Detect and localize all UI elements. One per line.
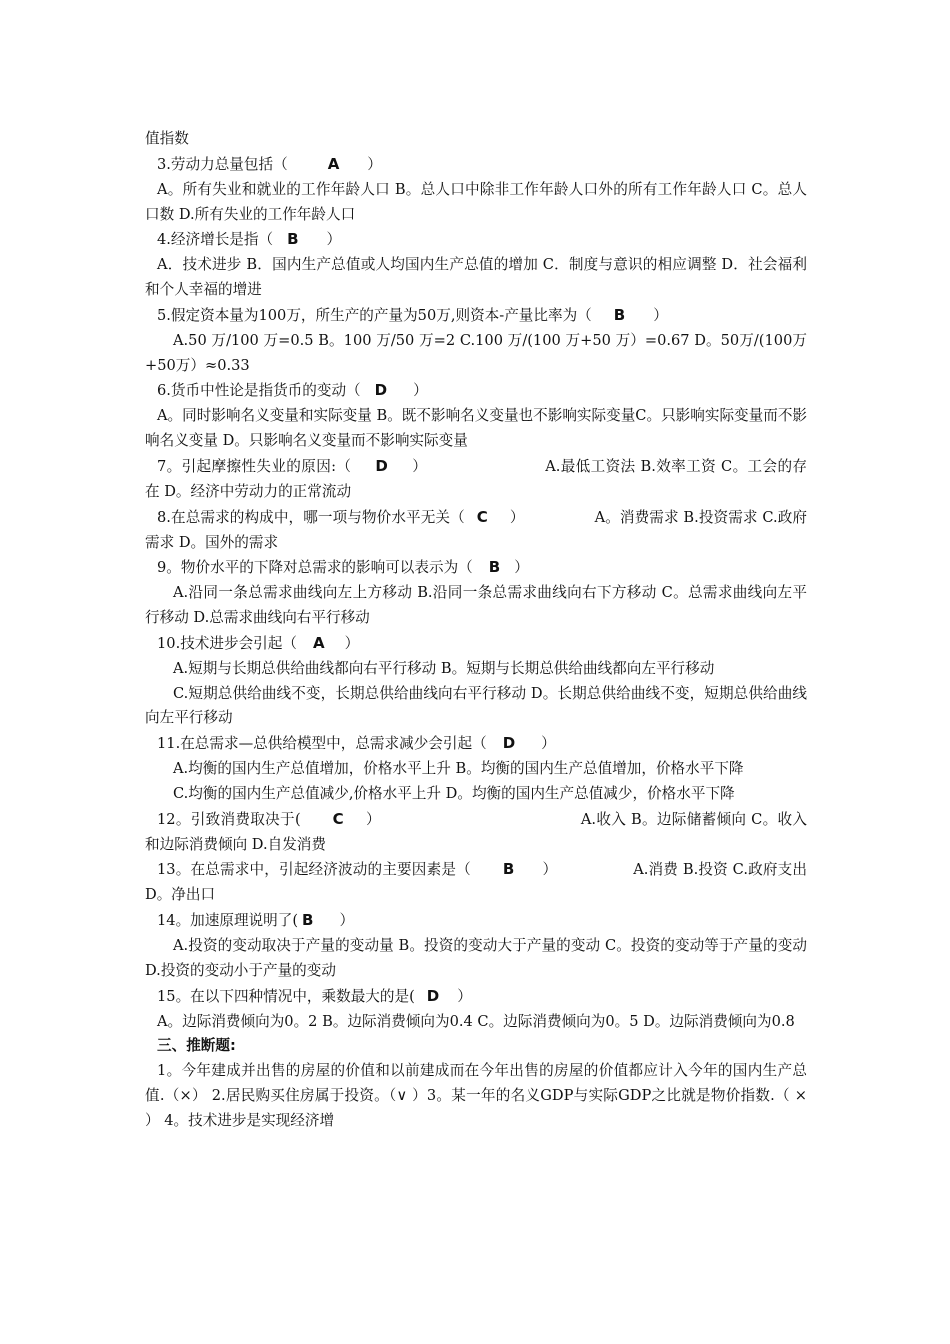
question-3-options: A。所有失业和就业的工作年龄人口 B。总人口中除非工作年龄人口外的所有工作年龄人口 C。总人口数 D.所有失业的工作年龄人口: [145, 180, 807, 223]
question-8: 8.在总需求的构成中，哪一项与物价水平无关（ C ） A。消费需求 B.投资需求 C.政府需求 D。国外的需求: [145, 507, 807, 551]
text-line: 值指数: [145, 130, 189, 147]
question-12-options: A.收入 B。边际储蓄倾向 C。收入和边际消费倾向 D.自发消费: [145, 810, 807, 853]
question-15: 15。在以下四种情况中，乘数最大的是( D ）: [157, 986, 472, 1005]
answer-6: D: [374, 381, 388, 400]
question-11-options-ab: A.均衡的国内生产总值增加，价格水平上升 B。均衡的国内生产总值增加，价格水平下降: [173, 760, 744, 778]
question-12: 12。引致消费取决于( C ） A.收入 B。边际储蓄倾向 C。收入和边际消费倾向 D.自发消费: [145, 809, 807, 853]
question-11-options-cd: C.均衡的国内生产总值减少,价格水平上升 D。均衡的国内生产总值减少，价格水平下降: [173, 784, 735, 802]
answer-3: A: [327, 154, 340, 173]
question-6: 6.货币中性论是指货币的变动（ D ）: [157, 381, 428, 400]
question-3: 3.劳动力总量包括（ A ）: [157, 154, 382, 173]
answer-11: D: [502, 734, 516, 753]
answer-14: B: [302, 911, 314, 930]
question-7-options: A.最低工资法 B.效率工资 C。工会的存在 D。经济中劳动力的正常流动: [145, 457, 807, 500]
answer-9: B: [488, 558, 501, 577]
question-5-options: A.50 万/100 万=0.5 B。100 万/50 万=2 C.100 万/(100 万+50 万）=0.67 D。50万/(100万+50万）≈0.33: [145, 331, 807, 374]
question-15-options: A。边际消费倾向为0。2 B。边际消费倾向为0.4 C。边际消费倾向为0。5 D。边际消费倾向为0.8: [157, 1012, 795, 1030]
question-6-options: A。同时影响名义变量和实际变量 B。既不影响名义变量也不影响实际变量C。只影响实际变量而不影响名义变量 D。只影响名义变量而不影响实际变量: [145, 407, 808, 450]
question-4: 4.经济增长是指（ B ）: [157, 230, 342, 249]
answer-7: D: [375, 456, 388, 475]
answer-13: B: [502, 860, 515, 879]
question-4-options: A．技术进步 B．国内生产总值或人均国内生产总值的增加 C．制度与意识的相应调整 D．社会福利和个人幸福的增进: [145, 256, 807, 299]
question-14-options: A.投资的变动取决于产量的变动量 B。投资的变动大于产量的变动 C。投资的变动等于产量的变动 D.投资的变动小于产量的变动: [145, 937, 807, 979]
question-10-options-cd: C.短期总供给曲线不变，长期总供给曲线向右平行移动 D。长期总供给曲线不变，短期总供给曲线向左平行移动: [145, 684, 807, 727]
answer-12: C: [332, 809, 344, 828]
question-13: 13。在总需求中，引起经济波动的主要因素是（ B ） A.消费 B.投资 C.政府支出 D。净出口: [145, 860, 807, 904]
question-10: 10.技术进步会引起（ A ）: [157, 633, 360, 652]
question-7: 7。引起摩擦性失业的原因:（ D ） A.最低工资法 B.效率工资 C。工会的存在 D。经济中劳动力的正常流动: [145, 456, 807, 500]
question-10-options-ab: A.短期与长期总供给曲线都向右平行移动 B。短期与长期总供给曲线都向左平行移动: [173, 659, 715, 677]
question-13-options: A.消费 B.投资 C.政府支出 D。净出口: [145, 861, 807, 904]
question-14: 14。加速原理说明了( B ）: [157, 911, 355, 930]
answer-5: B: [613, 305, 626, 324]
question-5: 5.假定资本量为100万，所生产的产量为50万,则资本-产量比率为（ B ）: [157, 305, 668, 324]
question-8-options: A。消费需求 B.投资需求 C.政府需求 D。国外的需求: [145, 508, 807, 551]
answer-10: A: [312, 633, 325, 652]
document-page: [145, 127, 807, 1134]
answer-8: C: [476, 507, 488, 526]
answer-4: B: [287, 230, 299, 249]
question-11: 11.在总需求—总供给模型中，总需求减少会引起（ D ）: [157, 734, 556, 753]
section-heading-judgement: 三、推断题:: [157, 1037, 236, 1055]
question-9-options: A.沿同一条总需求曲线向左上方移动 B.沿同一条总需求曲线向右下方移动 C。总需求曲线向左平行移动 D.总需求曲线向右平行移动: [145, 584, 807, 627]
answer-15: D: [426, 986, 440, 1005]
question-9: 9。物价水平的下降对总需求的影响可以表示为（ B ）: [157, 558, 529, 577]
judgement-paragraph: 1。今年建成并出售的房屋的价值和以前建成而在今年出售的房屋的价值都应计入今年的国内生产总值.（×） 2.居民购买住房属于投资。（∨ ）3。某一年的名义GDP与实际GDP之比就是物价指数.（ × ） 4。技术进步是实现经济增: [145, 1062, 807, 1129]
